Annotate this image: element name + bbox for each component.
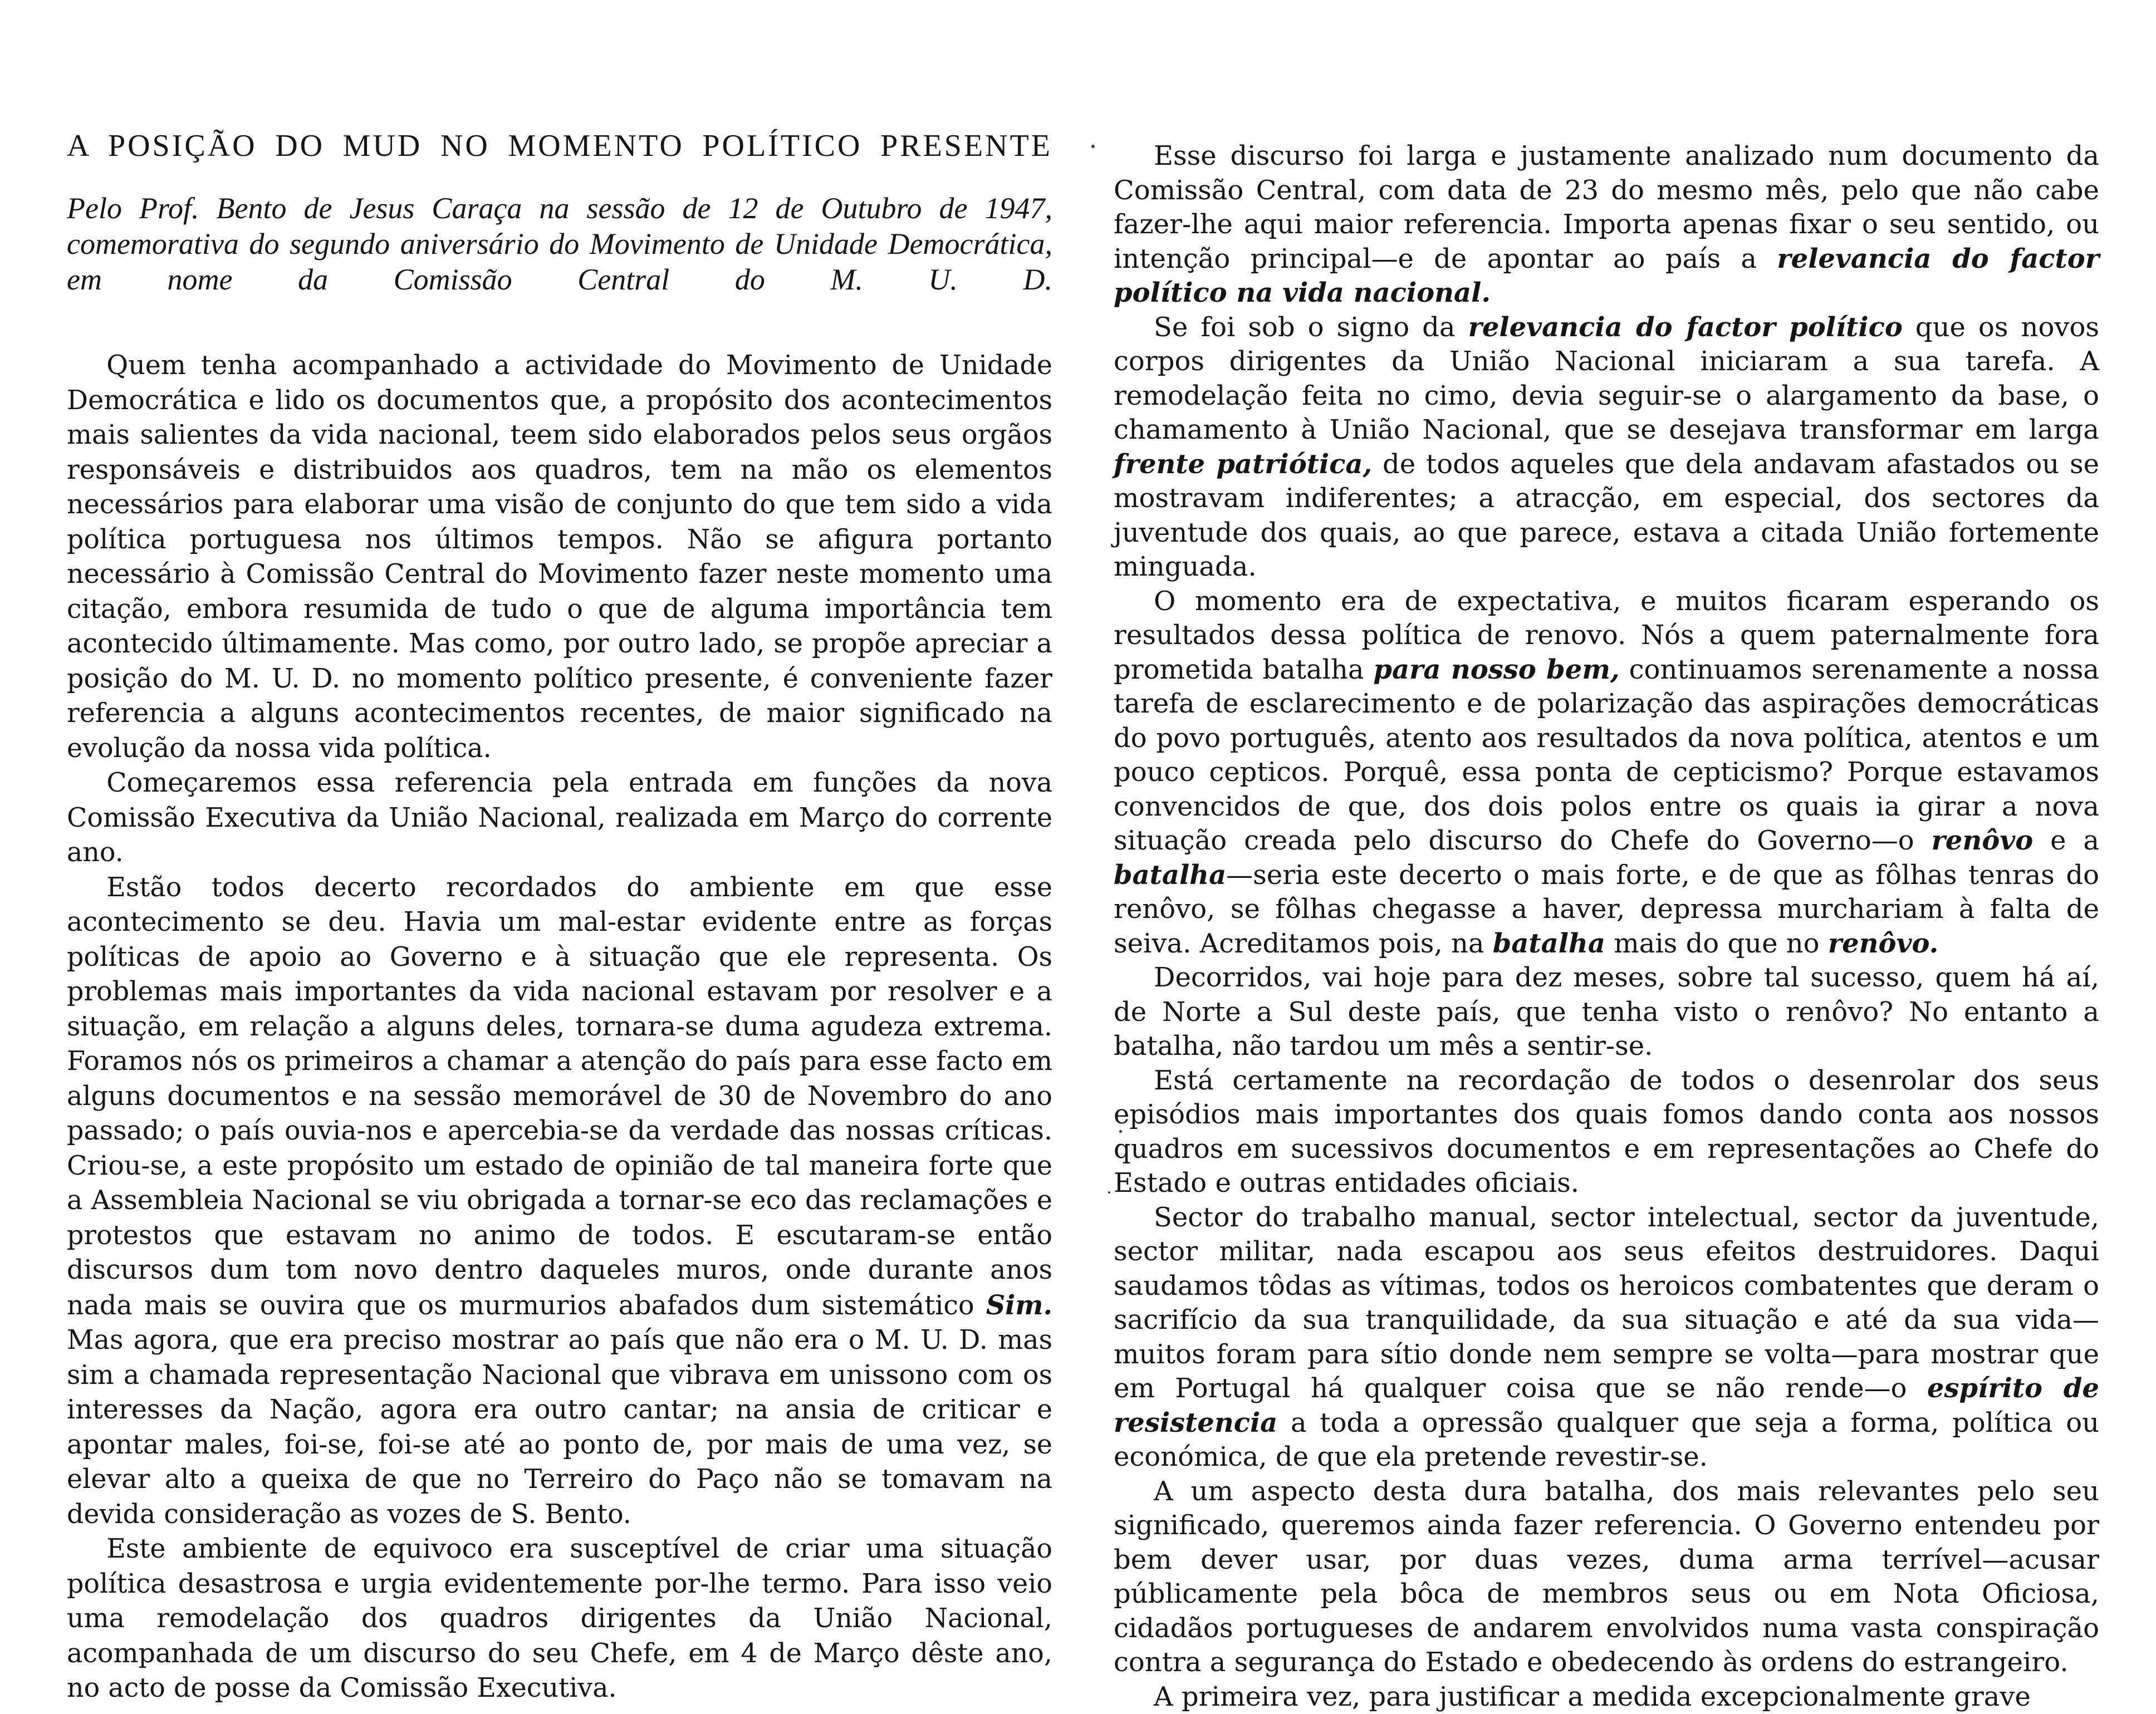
right-p6-text-b: a toda a opressão qualquer que seja a forma, política ou económica, de que ela pretende revestir-se. — [1114, 1407, 2099, 1473]
right-paragraph-8: A primeira vez, para justificar a medida excepcionalmente grave — [1114, 1680, 2099, 1714]
emphasis-espirito-de-resistencia: espírito de resistencia — [1114, 1373, 2099, 1438]
emphasis-batalha-1: batalha — [1114, 860, 1226, 891]
emphasis-para-nosso-bem: para nosso bem, — [1373, 654, 1619, 685]
print-speck — [1119, 1130, 1122, 1133]
emphasis-renovo-1: renôvo — [1932, 825, 2033, 856]
right-p3-text-a: O momento era de expectativa, e muitos ficaram esperando os resultados dessa política de renovo. Nós a quem paternalmente fora prometida batalha — [1114, 586, 2099, 685]
right-column — [1114, 139, 2099, 1714]
right-paragraph-6 — [1114, 1201, 2099, 1475]
article-byline: Pelo Prof. Bento de Jesus Caraça na sessão de 12 de Outubro de 1947, comemorativa do segundo aniversário do Movimento de Unidade Democrática, em nome da Comissão Central do M. U. D. — [67, 190, 1052, 297]
left-paragraph-1: Quem tenha acompanhado a actividade do Movimento de Unidade Democrática e lido os documentos que, a propósito dos acontecimentos mais salientes da vida nacional, teem sido elaborados pelos seus orgãos responsáveis e distribuidos aos quadros, tem na mão os elementos necessários para elaborar uma visão de conjunto do que tem sido a vida política portuguesa nos últimos tempos. Não se afigura portanto necessário à Comissão Central do Movimento fazer neste momento uma citação, embora resumida de tudo o que de alguma importância tem acontecido últimamente. Mas como, por outro lado, se propõe apreciar a posição do M. U. D. no momento político presente, é conveniente fazer referencia a alguns acontecimentos recentes, de maior significado na evolução da nossa vida política. — [67, 348, 1052, 766]
right-paragraph-2 — [1114, 311, 2099, 585]
left-paragraph-3 — [67, 871, 1052, 1533]
article-headline: A POSIÇÃO DO MUD NO MOMENTO POLÍTICO PRESENTE — [67, 128, 1052, 164]
right-p3-text-e: mais do que no — [1614, 928, 1819, 959]
left-column — [67, 128, 1052, 1706]
emphasis-relevancia-2: relevancia do factor político — [1468, 312, 1903, 343]
right-p2-text-a: Se foi sob o signo da — [1154, 312, 1456, 343]
emphasis-relevancia-1: relevancia do factor político na vida nacional. — [1114, 243, 2099, 309]
right-paragraph-5: Está certamente na recordação de todos o desenrolar dos seus episódios mais importantes dos quais fomos dando conta aos nossos quadros em sucessivos documentos e em representações ao Chefe do Estado e outras entidades oficiais. — [1114, 1064, 2099, 1201]
right-p1-text: Esse discurso foi larga e justamente analizado num documento da Comissão Central, com data de 23 do mesmo mês, pelo que não cabe fazer-lhe aqui maior referencia. Importa apenas fixar o seu sentido, ou intenção principal—e de apontar ao país a — [1114, 140, 2099, 274]
right-paragraph-7: A um aspecto desta dura batalha, dos mais relevantes pelo seu significado, queremos ainda fazer referencia. O Governo entendeu por bem dever usar, por duas vezes, duma arma terrível—acusar públicamente pela bôca de membros seus ou em Nota Oficiosa, cidadãos portugueses de andarem envolvidos numa vasta conspiração contra a segurança do Estado e obedecendo às ordens do estrangeiro. — [1114, 1475, 2099, 1680]
emphasis-sim: Sim. — [986, 1290, 1052, 1321]
left-paragraph-4: Este ambiente de equivoco era susceptível de criar uma situação política desastrosa e urgia evidentemente por-lhe termo. Para isso veio uma remodelação dos quadros dirigentes da União Nacional, acompanhada de um discurso do seu Chefe, em 4 de Março dêste ano, no acto de posse da Comissão Executiva. — [67, 1532, 1052, 1706]
right-p2-text-c: de todos aqueles que dela andavam afastados ou se mostravam indiferentes; a atracção, em especial, dos sectores da juventude dos quais, ao que parece, estava a citada União fortemente minguada. — [1114, 449, 2099, 583]
right-paragraph-3 — [1114, 585, 2099, 961]
emphasis-frente-patriotica: frente patriótica, — [1114, 449, 1372, 480]
print-speck — [1108, 1191, 1110, 1194]
emphasis-batalha-2: batalha — [1493, 928, 1605, 959]
right-p3-text-d: —seria este decerto o mais forte, e de que as fôlhas tenras do renôvo, se fôlhas chegasse a haver, depressa murchariam à falta de seiva. Acreditamos pois, na — [1114, 860, 2099, 959]
print-speck — [1091, 145, 1095, 148]
left-paragraph-2: Começaremos essa referencia pela entrada em funções da nova Comissão Executiva da União Nacional, realizada em Março do corrente ano. — [67, 766, 1052, 871]
right-paragraph-4: Decorridos, vai hoje para dez meses, sobre tal sucesso, quem há aí, de Norte a Sul deste país, que tenha visto o renôvo? No entanto a batalha, não tardou um mês a sentir-se. — [1114, 961, 2099, 1064]
emphasis-renovo-2: renôvo. — [1828, 928, 1939, 959]
right-p3-text-b: continuamos serenamente a nossa tarefa de esclarecimento e de polarização das aspirações democráticas do povo português, atento aos resultados da nova política, atentos e um pouco cepticos. Porquê, essa ponta de cepticismo? Porque estavamos convencidos de que, dos dois polos entre os quais ia girar a nova situação creada pelo discurso do Chefe do Governo—o — [1114, 654, 2099, 857]
right-paragraph-1 — [1114, 139, 2099, 311]
right-p3-text-c: e a — [2050, 825, 2099, 856]
left-paragraph-3-tail: Mas agora, que era preciso mostrar ao país que não era o M. U. D. mas sim a chamada representação Nacional que vibrava em unissono com os interesses da Nação, agora era outro cantar; na ansia de criticar e apontar males, foi-se, foi-se até ao ponto de, por mais de uma vez, se elevar alto a queixa de que no Terreiro do Paço não se tomavam na devida consideração as vozes de S. Bento. — [67, 1325, 1052, 1530]
right-p2-text-b: que os novos corpos dirigentes da União Nacional iniciaram a sua tarefa. A remodelação feita no cimo, devia seguir-se o alargamento da base, o chamamento à União Nacional, que se desejava transformar em larga — [1114, 312, 2099, 446]
left-paragraph-3-text: Estão todos decerto recordados do ambiente em que esse acontecimento se deu. Havia um mal-estar evidente entre as forças políticas de apoio ao Governo e à situação que ele representa. Os problemas mais importantes da vida nacional estavam por resolver e a situação, em relação a alguns deles, tornara-se duma agudeza extrema. Foramos nós os primeiros a chamar a atenção do país para esse facto em alguns documentos e na sessão memorável de 30 de Novembro do ano passado; o país ouvia-nos e apercebia-se da verdade das nossas críticas. Criou-se, a este propósito um estado de opinião de tal maneira forte que a Assembleia Nacional se viu obrigada a tornar-se eco das reclamações e protestos que estavam no animo de todos. E escutaram-se então discursos dum tom novo dentro daqueles muros, onde durante anos nada mais se ouvira que os murmurios abafados dum sistemático — [67, 872, 1052, 1321]
right-p6-text-a: Sector do trabalho manual, sector intelectual, sector da juventude, sector militar, nada escapou aos seus efeitos destruidores. Daqui saudamos tôdas as vítimas, todos os heroicos combatentes que deram o sacrifício da sua tranquilidade, da sua situação e até da sua vida—muitos foram para sítio donde nem sempre se volta—para mostrar que em Portugal há qualquer coisa que se não rende—o — [1114, 1202, 2099, 1404]
